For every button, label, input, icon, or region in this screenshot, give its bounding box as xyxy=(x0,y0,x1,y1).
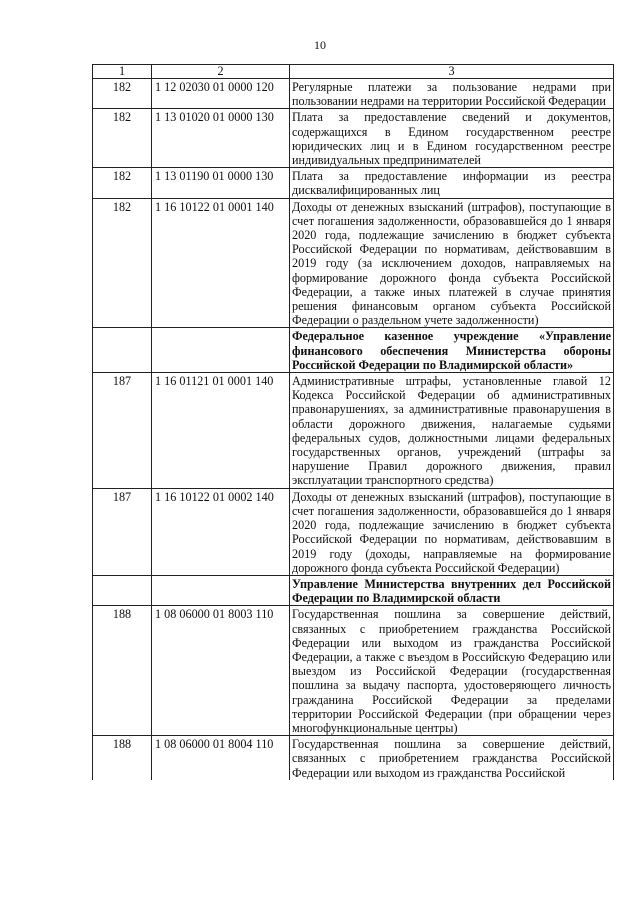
admin-code-cell: 188 xyxy=(93,606,152,736)
table-row xyxy=(93,606,614,736)
revenue-description-cell: Плата за предоставление информации из реестра дисквалифицированных лиц xyxy=(290,168,614,198)
table-row xyxy=(93,109,614,168)
admin-code-cell xyxy=(93,328,152,373)
kbk-code-cell: 1 13 01190 01 0000 130 xyxy=(152,168,290,198)
kbk-code-cell xyxy=(152,328,290,373)
table-header-row xyxy=(93,65,614,79)
table-row xyxy=(93,79,614,109)
admin-code-cell: 182 xyxy=(93,198,152,328)
revenue-description-cell: Доходы от денежных взысканий (штрафов), поступающие в счет погашения задолженности, образовавшейся до 1 января 2020 года, подлежащие зачислению в бюджет субъекта Российской Федерации по нормативам, действовавшим в 2019 году (за исключением доходов, направляемых на формирование дорожного фонда субъекта Российской Федерации, а также иных платежей в случае принятия решения финансовым органом субъекта Российской Федерации о раздельном учете задолженности) xyxy=(290,198,614,328)
kbk-code-cell: 1 13 01020 01 0000 130 xyxy=(152,109,290,168)
admin-code-cell: 187 xyxy=(93,373,152,489)
section-header-row xyxy=(93,575,614,605)
revenue-description-cell: Доходы от денежных взысканий (штрафов), поступающие в счет погашения задолженности, образовавшейся до 1 января 2020 года, подлежащие зачислению в бюджет субъекта Российской Федерации по нормативам, действовавшим в 2019 году (доходы, направляемые на формирование дорожного фонда субъекта Российской Федерации) xyxy=(290,488,614,575)
table-row xyxy=(93,373,614,489)
kbk-code-cell: 1 16 10122 01 0001 140 xyxy=(152,198,290,328)
admin-code-cell: 182 xyxy=(93,79,152,109)
admin-code-cell: 188 xyxy=(93,736,152,780)
revenue-description-cell: Административные штрафы, установленные главой 12 Кодекса Российской Федерации об административных правонарушениях, за административные правонарушения в области дорожного движения, налагаемые судьями федеральных судов, должностными лицами федеральных государственных органов, учреждений (штрафы за нарушение Правил дорожного движения, правил эксплуатации транспортного средства) xyxy=(290,373,614,489)
page-number: 10 xyxy=(314,38,326,52)
kbk-code-cell: 1 08 06000 01 8003 110 xyxy=(152,606,290,736)
kbk-code-cell xyxy=(152,575,290,605)
admin-code-cell: 182 xyxy=(93,168,152,198)
kbk-code-cell: 1 12 02030 01 0000 120 xyxy=(152,79,290,109)
column-header-2: 2 xyxy=(152,65,290,79)
admin-code-cell xyxy=(93,575,152,605)
table-row xyxy=(93,488,614,575)
section-header-row xyxy=(93,328,614,373)
administrator-name-cell: Управление Министерства внутренних дел Российской Федерации по Владимирской области xyxy=(290,575,614,605)
revenue-codes-table xyxy=(92,64,614,780)
admin-code-cell: 187 xyxy=(93,488,152,575)
revenue-description-cell: Государственная пошлина за совершение действий, связанных с приобретением гражданства Российской Федерации или выходом из гражданства Российской xyxy=(290,736,614,780)
kbk-code-cell: 1 08 06000 01 8004 110 xyxy=(152,736,290,780)
table-row xyxy=(93,198,614,328)
revenue-description-cell: Государственная пошлина за совершение действий, связанных с приобретением гражданства Российской Федерации или выходом из гражданства Российской Федерации, а также с въездом в Российскую Федерацию или выездом из Российской Федерации (государственная пошлина за выдачу паспорта, удостоверяющего личность гражданина Российской Федерации за пределами территории Российской Федерации (при обращении через многофункциональные центры) xyxy=(290,606,614,736)
kbk-code-cell: 1 16 10122 01 0002 140 xyxy=(152,488,290,575)
column-header-1: 1 xyxy=(93,65,152,79)
column-header-3: 3 xyxy=(290,65,614,79)
revenue-description-cell: Регулярные платежи за пользование недрами при пользовании недрами на территории Российской Федерации xyxy=(290,79,614,109)
admin-code-cell: 182 xyxy=(93,109,152,168)
administrator-name-cell: Федеральное казенное учреждение «Управление финансового обеспечения Министерства обороны Российской Федерации по Владимирской области» xyxy=(290,328,614,373)
kbk-code-cell: 1 16 01121 01 0001 140 xyxy=(152,373,290,489)
table-row xyxy=(93,168,614,198)
table-row xyxy=(93,736,614,780)
revenue-description-cell: Плата за предоставление сведений и документов, содержащихся в Едином государственном реестре юридических лиц и в Едином государственном реестре индивидуальных предпринимателей xyxy=(290,109,614,168)
